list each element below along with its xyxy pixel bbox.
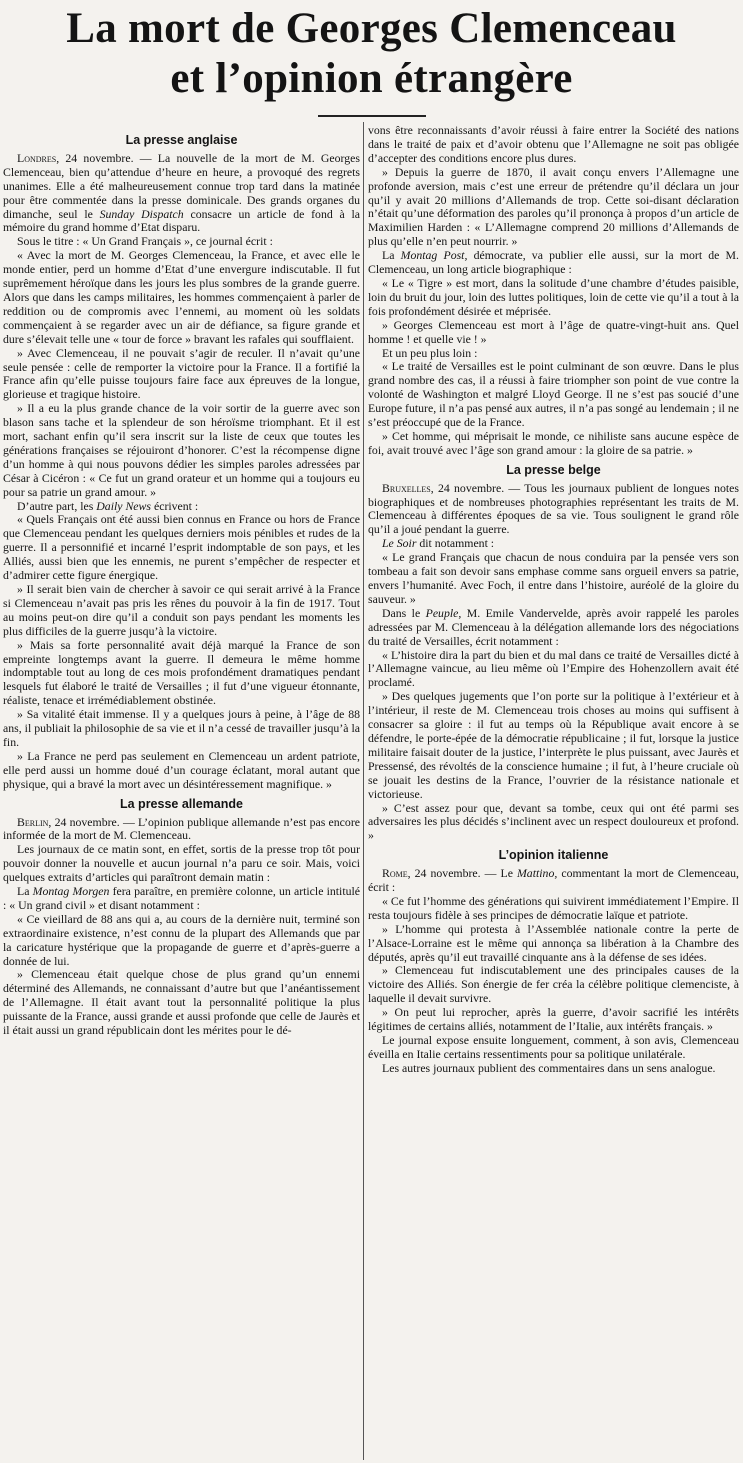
paragraph-text: commentant la mort de Clemenceau, écrit : bbox=[368, 866, 739, 895]
paragraph bbox=[368, 607, 739, 649]
quote-paragraph: « L’histoire dira la part du bien et du mal dans ce traité de Versailles dicté à l’Allemagne vaincue, au lieu même où l’Empire des Hohenzollern avait été proclamé. bbox=[368, 647, 739, 690]
dateline: Bruxelles, bbox=[382, 480, 434, 495]
quote-paragraph: » Il serait bien vain de chercher à savoir ce qui serait arrivé à la France si Clemenceau n’avait pas pris les rênes du pouvoir à la fin de 1917. Tout au moins peut-on dire qu’il a conduit son pays pendant les moments les plus difficiles de la guerre jusqu’à la victoire. bbox=[3, 582, 360, 638]
headline-line-2: et l’opinion étrangère bbox=[170, 55, 573, 102]
newspaper-name: Mattino, bbox=[516, 866, 558, 881]
quote-paragraph: » La France ne perd pas seulement en Clemenceau un ardent patriote, elle perd aussi un homme doué d’un courage éclatant, moral autant que physique, qui a bravé la mort avec un désintéressement magnifique. » bbox=[3, 748, 360, 791]
article-headline bbox=[0, 4, 743, 104]
paragraph-text: 24 novembre. — La nouvelle de la mort de M. Georges Clemenceau, bien qu’attendue d’heure en heure, a provoqué des regrets unanimes. Elle a été malheureusement connue trop tard dans la matinée pour être commentée dans la presse dominicale. Des grands organes du dimanche, seul le bbox=[3, 150, 360, 221]
paragraph bbox=[3, 152, 360, 235]
paragraph-text: La bbox=[17, 884, 30, 899]
column-left bbox=[3, 128, 360, 1460]
dateline: Berlin, bbox=[17, 814, 52, 829]
newspaper-name: Montag Post, bbox=[400, 248, 468, 263]
quote-paragraph: » Il a eu la plus grande chance de la voir sortir de la guerre avec son blason sans tache et la splendeur de son héroïsme triomphant. Et il est mort, sachant enfin qu’il sera inscrit sur la liste de ceux que toutes les générations françaises se réjouiront d’honorer. C’est la récompense digne d’un homme à qui nous pouvons dédier les simples paroles adressées par César à Cicéron : « Ce fut un grand orateur et un homme qui a toujours eu pour sa patrie un grand amour. » bbox=[3, 401, 360, 499]
quote-paragraph: » Clemenceau fut indiscutablement une des principales causes de la victoire des Alliés. Son énergie de fer créa la célèbre politique clemenciste, à laquelle il devait survivre. bbox=[368, 963, 739, 1006]
paragraph-text: 24 novembre. — Le bbox=[414, 866, 513, 881]
paragraph-text: fera paraître, en première colonne, un article intitulé : « Un grand civil » et disant notamment : bbox=[3, 884, 360, 912]
quote-paragraph: » Clemenceau était quelque chose de plus grand qu’un ennemi déterminé des Allemands, ne connaissant d’autre but que l’anéantissement de l’Allemagne. Il était avant tout la personnalité politique la plus puissante de la France, aussi grande et aussi profonde que celle de Jaurès et il était aussi un grand républicain dont les mérites pour le dé- bbox=[3, 967, 360, 1038]
paragraph: Sous le titre : « Un Grand Français », ce journal écrit : bbox=[17, 234, 273, 249]
paragraph: Les autres journaux publient des commentaires dans un sens analogue. bbox=[382, 1060, 716, 1075]
paragraph bbox=[3, 816, 360, 844]
quote-paragraph: « Le « Tigre » est mort, dans la solitude d’une chambre d’études paisible, loin du bruit du jour, loin des luttes politiques, loin de cette vie qu’il a tout à la fois profondément désirée et méprisée. bbox=[368, 275, 739, 318]
newspaper-name: Sunday Dispatch bbox=[99, 206, 184, 221]
quote-paragraph: » Sa vitalité était immense. Il y a quelques jours à peine, à l’âge de 88 ans, il publiait la philosophie de sa vie et il n’a cessé de travailler jusqu’à la fin. bbox=[3, 707, 360, 749]
quote-paragraph: » Depuis la guerre de 1870, il avait conçu envers l’Allemagne une profonde aversion, mais c’est une erreur de prétendre qu’il déclara un jour qu’il y avait 20 millions d’Allemands de trop. Cette soi-disant déclaration n’était qu’une déformation des paroles qu’il prononça à propos d’un article de Maximilien Harden : « L’Allemagne comprend 20 millions d’Allemands de plus qu’elle n’en peut nourrir. » bbox=[368, 164, 739, 249]
paragraph: Le journal expose ensuite longuement, comment, à son avis, Clemenceau éveilla en Italie certains ressentiments pour sa politique unilatérale. bbox=[368, 1033, 739, 1061]
paragraph: Les journaux de ce matin sont, en effet, sortis de la presse trop tôt pour pouvoir donner la nouvelle et aucun journal n’a paru ce soir. Mais, voici quelques extraits d’articles qui paraîtront demain matin : bbox=[3, 842, 360, 885]
newspaper-name: Daily News bbox=[96, 498, 152, 513]
quote-paragraph: « Ce fut l’homme des générations qui suivirent immédiatement l’Empire. Il resta toujours fidèle à ses principes de démocratie laïque et patriote. bbox=[368, 893, 739, 922]
paragraph bbox=[3, 500, 360, 514]
quote-paragraph: » Avec Clemenceau, il ne pouvait s’agir de reculer. Il n’avait qu’une seule pensée : celle de remporter la victoire pour la France. Il a fortifié la France afin qu’elle puisse toujours faire face aux épreuves de la longue, glorieuse et tragique histoire. bbox=[3, 345, 360, 402]
section-heading-italienne: L’opinion italienne bbox=[498, 848, 609, 863]
quote-paragraph: « Le traité de Versailles est le point culminant de son œuvre. Dans le plus grand nombre des cas, il a réussi à faire triompher son point de vue contre la volonté de Washington et malgré Lloyd George. Il ne s’est pas soucié d’une Europe future, il n’a pas pensé aux autres, il n’a pas songé au lendemain ; il ne s’est préoccupé que de la France. bbox=[368, 359, 739, 430]
column-divider bbox=[363, 122, 364, 1460]
paragraph-text: M. Emile Vandervelde, après avoir rappelé les paroles adressées par M. Clemenceau à la délégation allemande lors des négociations du traité de Versailles, écrit notamment : bbox=[368, 605, 739, 648]
paragraph bbox=[368, 537, 739, 551]
newspaper-name: Montag Morgen bbox=[32, 884, 110, 899]
paragraph-text: dit notamment : bbox=[419, 536, 495, 551]
quote-paragraph: « Ce vieillard de 88 ans qui a, au cours de la dernière nuit, terminé son extraordinaire existence, n’est connu de la plupart des Allemands que par la caricature hystérique que la propagande de guerre et d’après-guerre a donnée de lui. bbox=[3, 911, 360, 968]
quote-paragraph: « Quels Français ont été aussi bien connus en France ou hors de France que Clemenceau pendant les quelques derniers mois pénibles et rudes de la guerre. Il a personnifié et incarné l’esprit indomptable de son pays, et les Alliés, aussi bien que les ennemis, ne purent s’empêcher de respecter et d’admirer cette figure énergique. bbox=[3, 512, 360, 583]
dateline: Rome, bbox=[382, 866, 411, 881]
paragraph bbox=[3, 885, 360, 913]
quote-paragraph: » Mais sa forte personnalité avait déjà marqué la France de son empreinte longtemps avant la guerre. Il demeura le même homme indomptable tout au long de ces mois profondément dramatiques pendant lesquels fut élaboré le traité de Versailles ; il fut d’une vigueur étonnante, réaliste, tenace et irrémédiablement obstinée. bbox=[3, 637, 360, 708]
paragraph-text: Dans le bbox=[382, 605, 421, 620]
column-right bbox=[368, 124, 739, 1456]
quote-paragraph: » C’est assez pour que, devant sa tombe, ceux qui ont été parmi ses adversaires les plus décidés s’inclinent avec un respect douloureux et profond. » bbox=[368, 800, 739, 843]
dateline: Londres, bbox=[17, 150, 60, 165]
newspaper-name: Peuple, bbox=[425, 605, 462, 620]
paragraph-text: 24 novembre. — L’opinion publique allemande n’est pas encore informée de la mort de M. Clemenceau. bbox=[3, 814, 360, 843]
section-heading-belge: La presse belge bbox=[506, 462, 601, 477]
paragraph bbox=[368, 249, 739, 277]
quote-paragraph: » Georges Clemenceau est mort à l’âge de quatre-vingt-huit ans. Quel homme ! et quelle vie ! » bbox=[368, 317, 739, 346]
section-heading-allemande: La presse allemande bbox=[120, 796, 243, 811]
quote-paragraph: vons être reconnaissants d’avoir réussi à faire entrer la Société des nations dans le traité de paix et d’avoir obtenu que l’Allemagne ne soit pas obligée d’accepter des conditions encore plus dures. bbox=[368, 124, 739, 165]
headline-rule bbox=[318, 115, 426, 117]
paragraph-text: consacre un article de fond à la mémoire du grand homme d’Etat disparu. bbox=[3, 206, 360, 235]
paragraph-text: 24 novembre. — Tous les journaux publient de longues notes biographiques et de nombreuses photographies représentant les traits de M. Clemenceau à différentes époques de sa vie. Tous soulignent le grand rôle qu’il a joué pendant la guerre. bbox=[368, 480, 739, 537]
paragraph bbox=[368, 867, 739, 895]
headline-line-1: La mort de Georges Clemenceau bbox=[66, 5, 677, 52]
quote-paragraph: « Le grand Français que chacun de nous conduira par la pensée vers son tombeau a fait son devoir sans emphase comme sans orgueil envers sa patrie, envers l’humanité. Avec Foch, il entre dans l’histoire, auréolé de la gloire du sauveur. » bbox=[368, 550, 739, 606]
quote-paragraph: » Cet homme, qui méprisait le monde, ce nihiliste sans aucune espèce de foi, avait trouvé avec l’âge son grand amour : la gloire de sa patrie. » bbox=[368, 428, 739, 457]
quote-paragraph: » L’homme qui protesta à l’Assemblée nationale contre la perte de l’Alsace-Lorraine est le même qui annonça sa libération à la Chambre des députés, après qu’il eut travaillé cinquante ans à la défense de ses idées. bbox=[368, 921, 739, 964]
newspaper-name: Le Soir bbox=[382, 536, 417, 551]
quote-paragraph: » Des quelques jugements que l’on porte sur la politique à l’extérieur et à l’intérieur, il reste de M. Clemenceau trois choses au moins qui suffisent à consacrer sa gloire : il fut au temps où la République avait encore à se défendre, le porte-épée de la démocratie républicaine ; il fut, lorsque la justice militaire faisait douter de la justice, l’interprète le plus puissant, avec Jaurès et Pressensé, des révoltés de la conscience humaine ; il fut, à l’heure cruciale où se jouait les destins de la France, l’ouvrier de la résistance nationale et victorieuse. bbox=[368, 689, 739, 801]
quote-paragraph: » On peut lui reprocher, après la guerre, d’avoir sacrifié les intérêts légitimes de certains alliés, notamment de l’Italie, aux intérêts français. » bbox=[368, 1005, 739, 1034]
paragraph-text: écrivent : bbox=[153, 498, 199, 513]
paragraph-text: démocrate, va publier elle aussi, sur la mort de M. Clemenceau, un long article biographique : bbox=[368, 248, 739, 277]
paragraph-text: La bbox=[382, 248, 395, 263]
paragraph-text: D’autre part, les bbox=[17, 498, 94, 513]
paragraph bbox=[368, 482, 739, 538]
quote-paragraph: « Avec la mort de M. Georges Clemenceau, la France, et avec elle le monde entier, perd un homme d’Etat d’une envergure indiscutable. Il fut suprêmement héroïque dans les jours les plus sombres de la grande guerre. Alors que dans les camps militaires, les hommes commençaient à parler de reddition ou de compromis avec l’ennemi, au moment où les soldats commençaient à se regarder avec un air de défiance, sa figure grande et dure s’élevait telle une « tour de force » bravant les rafales qui soufflaient. bbox=[3, 248, 360, 346]
section-heading-anglaise: La presse anglaise bbox=[125, 133, 238, 147]
paragraph: Et un peu plus loin : bbox=[382, 345, 478, 360]
